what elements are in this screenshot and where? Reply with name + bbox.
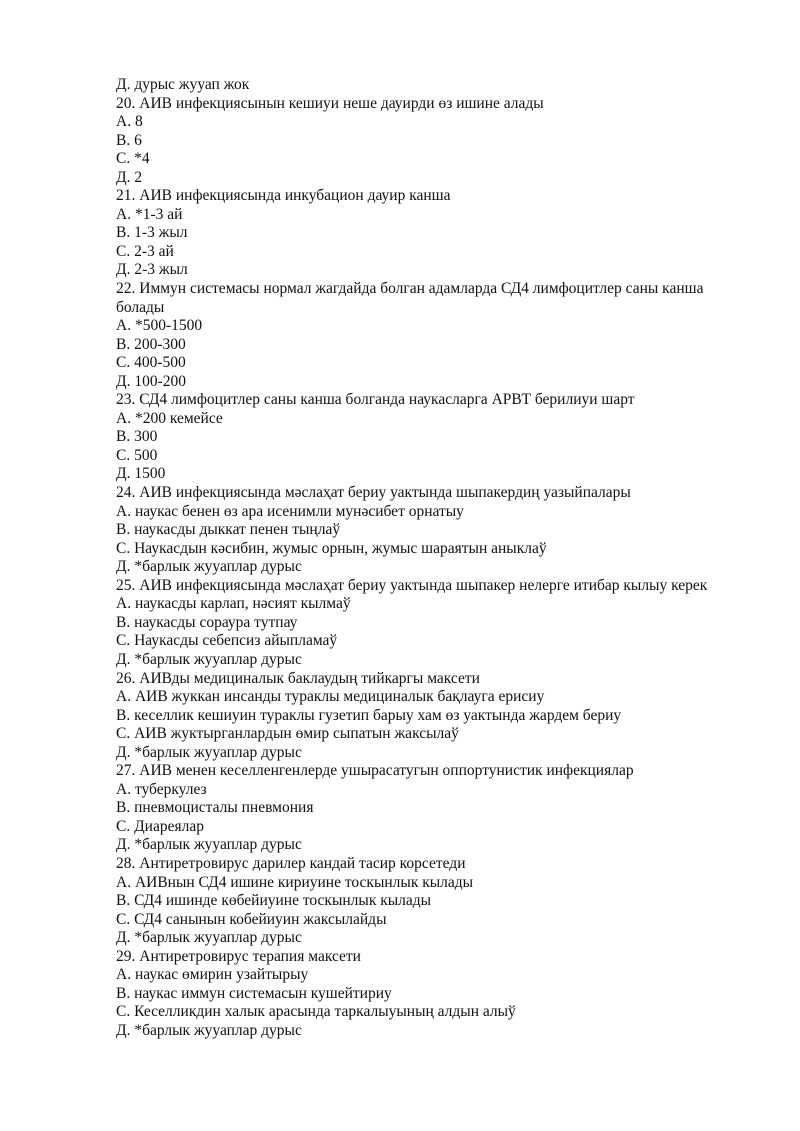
question-text: 24. АИВ инфекциясында мәслаҳат бериу уактында шыпакердиң уазыйпалары <box>116 484 631 502</box>
answer-option: Д. 1500 <box>116 465 166 483</box>
answer-option: А. *500-1500 <box>116 317 203 335</box>
answer-option: А. 8 <box>116 113 143 131</box>
answer-option: Д. *барлык жууаплар дурыс <box>116 650 302 668</box>
answer-option: С. *4 <box>116 150 150 168</box>
question-list <box>116 95 746 1041</box>
question-block <box>116 670 746 763</box>
answer-option: Д. *барлык жууаплар дурыс <box>116 1021 302 1039</box>
question-text: 26. АИВды медициналык баклаудың тийкаргы максети <box>116 669 480 687</box>
answer-option: Д. 2-3 жыл <box>116 261 188 279</box>
answer-option: С. 2-3 ай <box>116 242 174 260</box>
answer-option: Д. *барлык жууаплар дурыс <box>116 743 302 761</box>
answer-option: С. Кеселликдин халык арасында таркалыуының алдын алыў <box>116 1003 516 1021</box>
question-block <box>116 391 746 484</box>
answer-option: А. наукасды карлап, нәсият кылмаў <box>116 595 351 613</box>
answer-option: В. 1-3 жыл <box>116 224 188 242</box>
answer-option: С. Наукасдын кәсибин, жумыс орнын, жумыс шараятын аныклаў <box>116 539 547 557</box>
answer-option: С. 500 <box>116 446 158 464</box>
answer-option: А. наукас бенен өз ара исенимли мунәсибет орнатыу <box>116 502 464 520</box>
question-block <box>116 484 746 577</box>
answer-option: Д. 100-200 <box>116 372 186 390</box>
question-text: 22. Иммун системасы нормал жагдайда болган адамларда СД4 лимфоцитлер саны канша болады <box>116 280 704 316</box>
question-block <box>116 280 746 391</box>
question-block <box>116 762 746 855</box>
answer-option: В. наукасды дыккат пенен тыңлаў <box>116 521 341 539</box>
answer-option: С. Диареялар <box>116 817 204 835</box>
question-block <box>116 855 746 948</box>
question-block <box>116 577 746 670</box>
answer-option: С. Наукасды себепсиз айыпламаў <box>116 632 338 650</box>
answer-option: А. АИВ жуккан инсанды тураклы медициналык бақлауга ерисиу <box>116 688 545 706</box>
answer-option: А. наукас өмирин узайтырыу <box>116 966 309 984</box>
answer-option: В. пневмоцисталы пневмония <box>116 799 314 817</box>
question-text: 28. Антиретровирус дарилер кандай тасир корсетеди <box>116 854 466 872</box>
answer-option: А. туберкулез <box>116 780 207 798</box>
question-text: 25. АИВ инфекциясында мәслаҳат бериу уактында шыпакер нелерге итибар кылыу керек <box>116 576 708 594</box>
question-block <box>116 948 746 1041</box>
answer-option: В. кеселлик кешиуин тураклы гузетип барыу хам өз уактында жардем бериу <box>116 706 622 724</box>
answer-option: А. *200 кемейсе <box>116 409 223 427</box>
question-text: 20. АИВ инфекциясынын кешиуи неше дауирди өз ишине алады <box>116 94 544 112</box>
question-text: 23. СД4 лимфоцитлер саны канша болганда наукасларга АРВТ берилиуи шарт <box>116 391 635 409</box>
answer-option: В. наукасды сораура тутпау <box>116 613 298 631</box>
answer-option: Д. *барлык жууаплар дурыс <box>116 558 302 576</box>
document-page <box>116 76 746 1040</box>
question-block <box>116 95 746 188</box>
answer-option: В. СД4 ишинде көбейиуине тоскынлык кылады <box>116 892 432 910</box>
answer-option: А. АИВнын СД4 ишине кириуине тоскынлык кылады <box>116 873 474 891</box>
answer-option: С. 400-500 <box>116 354 186 372</box>
question-block <box>116 187 746 280</box>
answer-option: Д. 2 <box>116 168 143 186</box>
question-text: 27. АИВ менен кеселленгенлерде ушырасатугын оппортунистик инфекциялар <box>116 762 634 780</box>
answer-option: В. 300 <box>116 428 158 446</box>
answer-option: В. 6 <box>116 131 142 149</box>
answer-option: Д. *барлык жууаплар дурыс <box>116 836 302 854</box>
question-text: 29. Антиретровирус терапия максети <box>116 947 361 965</box>
answer-option: С. СД4 санынын кобейиуин жаксылайды <box>116 910 387 928</box>
answer-option: В. 200-300 <box>116 335 186 353</box>
answer-option: Д. *барлык жууаплар дурыс <box>116 929 302 947</box>
question-text: 21. АИВ инфекциясында инкубацион дауир канша <box>116 187 451 205</box>
lead-line: Д. дурыс жууап жок <box>116 76 250 93</box>
answer-option: А. *1-3 ай <box>116 205 183 223</box>
answer-option: С. АИВ жуктырганлардын өмир сыпатын жаксылаў <box>116 725 459 743</box>
answer-option: В. наукас иммун системасын кушейтириу <box>116 984 392 1002</box>
